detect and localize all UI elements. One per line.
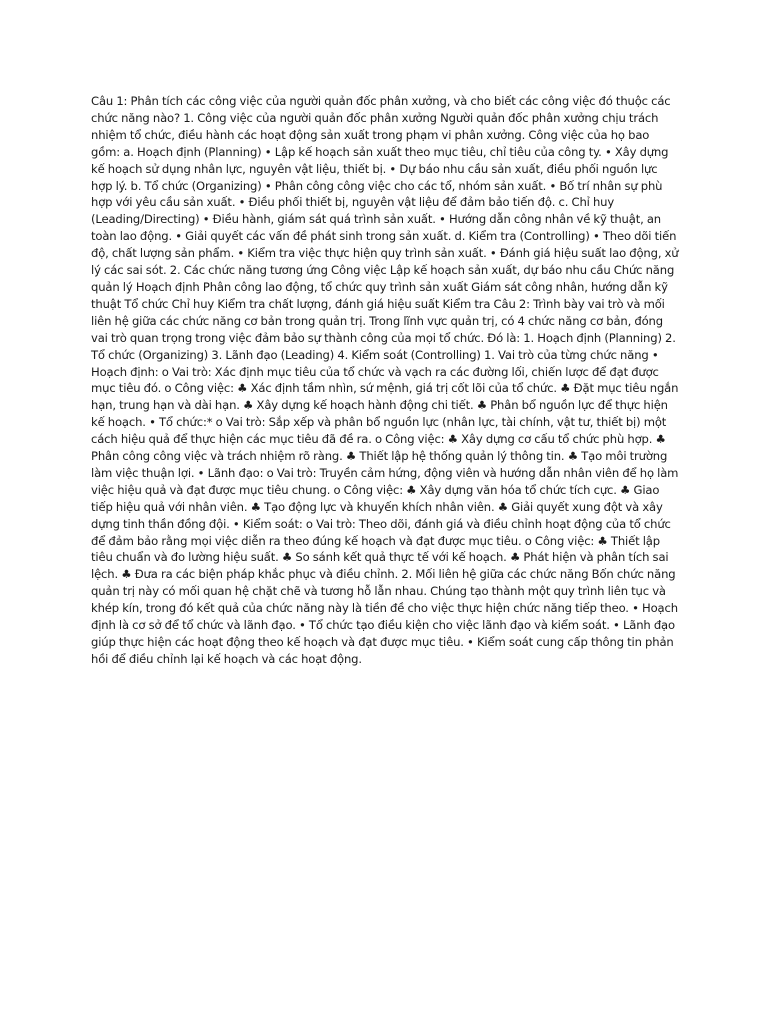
- document-body-text: Câu 1: Phân tích các công việc của người quản đốc phân xưởng, và cho biết các công việc đó thuộc các chức năng nào? 1. Công việc của người quản đốc phân xưởng Người quản đốc phân xưởng chịu trách nhiệm tổ chức, điều hành các hoạt động sản xuất trong phạm vi phân xưởng. Công việc của họ bao gồm: a. Hoạch định (Planning) • Lập kế hoạch sản xuất theo mục tiêu, chỉ tiêu của công ty. • Xây dựng kế hoạch sử dụng nhân lực, nguyên vật liệu, thiết bị. • Dự báo nhu cầu sản xuất, điều phối nguồn lực hợp lý. b. Tổ chức (Organizing) • Phân công công việc cho các tổ, nhóm sản xuất. • Bố trí nhân sự phù hợp với yêu cầu sản xuất. • Điều phối thiết bị, nguyên vật liệu để đảm bảo tiến độ. c. Chỉ huy (Leading/Directing) • Điều hành, giám sát quá trình sản xuất. • Hướng dẫn công nhân về kỹ thuật, an toàn lao động. • Giải quyết các vấn đề phát sinh trong sản xuất. d. Kiểm tra (Controlling) • Theo dõi tiến độ, chất lượng sản phẩm. • Kiểm tra việc thực hiện quy trình sản xuất. • Đánh giá hiệu suất lao động, xử lý các sai sót. 2. Các chức năng tương ứng Công việc Lập kế hoạch sản xuất, dự báo nhu cầu Chức năng quản lý Hoạch định Phân công lao động, tổ chức quy trình sản xuất Giám sát công nhân, hướng dẫn kỹ thuật Tổ chức Chỉ huy Kiểm tra chất lượng, đánh giá hiệu suất Kiểm tra Câu 2: Trình bày vai trò và mối liên hệ giữa các chức năng cơ bản trong quản trị. Trong lĩnh vực quản trị, có 4 chức năng cơ bản, đóng vai trò quan trọng trong việc đảm bảo sự thành công của mọi tổ chức. Đó là: 1. Hoạch định (Planning) 2. Tổ chức (Organizing) 3. Lãnh đạo (Leading) 4. Kiểm soát (Controlling) 1. Vai trò của từng chức năng • Hoạch định: o Vai trò: Xác định mục tiêu của tổ chức và vạch ra các đường lối, chiến lược để đạt được mục tiêu đó. o Công việc: ♣ Xác định tầm nhìn, sứ mệnh, giá trị cốt lõi của tổ chức. ♣ Đặt mục tiêu ngắn hạn, trung hạn và dài hạn. ♣ Xây dựng kế hoạch hành động chi tiết. ♣ Phân bổ nguồn lực để thực hiện kế hoạch. • Tổ chức:* o Vai trò: Sắp xếp và phân bổ nguồn lực (nhân lực, tài chính, vật tư, thiết bị) một cách hiệu quả để thực hiện các mục tiêu đã đề ra. o Công việc: ♣ Xây dựng cơ cấu tổ chức phù hợp. ♣ Phân công công việc và trách nhiệm rõ ràng. ♣ Thiết lập hệ thống quản lý thông tin. ♣ Tạo môi trường làm việc thuận lợi. • Lãnh đạo: o Vai trò: Truyền cảm hứng, động viên và hướng dẫn nhân viên để họ làm việc hiệu quả và đạt được mục tiêu chung. o Công việc: ♣ Xây dựng văn hóa tổ chức tích cực. ♣ Giao tiếp hiệu quả với nhân viên. ♣ Tạo động lực và khuyến khích nhân viên. ♣ Giải quyết xung đột và xây dựng tinh thần đồng đội. • Kiểm soát: o Vai trò: Theo dõi, đánh giá và điều chỉnh hoạt động của tổ chức để đảm bảo rằng mọi việc diễn ra theo đúng kế hoạch và đạt được mục tiêu. o Công việc: ♣ Thiết lập tiêu chuẩn và đo lường hiệu suất. ♣ So sánh kết quả thực tế với kế hoạch. ♣ Phát hiện và phân tích sai lệch. ♣ Đưa ra các biện pháp khắc phục và điều chỉnh. 2. Mối liên hệ giữa các chức năng Bốn chức năng quản trị này có mối quan hệ chặt chẽ và tương hỗ lẫn nhau. Chúng tạo thành một quy trình liên tục và khép kín, trong đó kết quả của chức năng này là tiền đề cho việc thực hiện chức năng tiếp theo. • Hoạch định là cơ sở để tổ chức và lãnh đạo. • Tổ chức tạo điều kiện cho việc lãnh đạo và kiểm soát. • Lãnh đạo giúp thực hiện các hoạt động theo kế hoạch và đạt được mục tiêu. • Kiểm soát cung cấp thông tin phản hồi để điều chỉnh lại kế hoạch và các hoạt động.: [91, 94, 679, 666]
